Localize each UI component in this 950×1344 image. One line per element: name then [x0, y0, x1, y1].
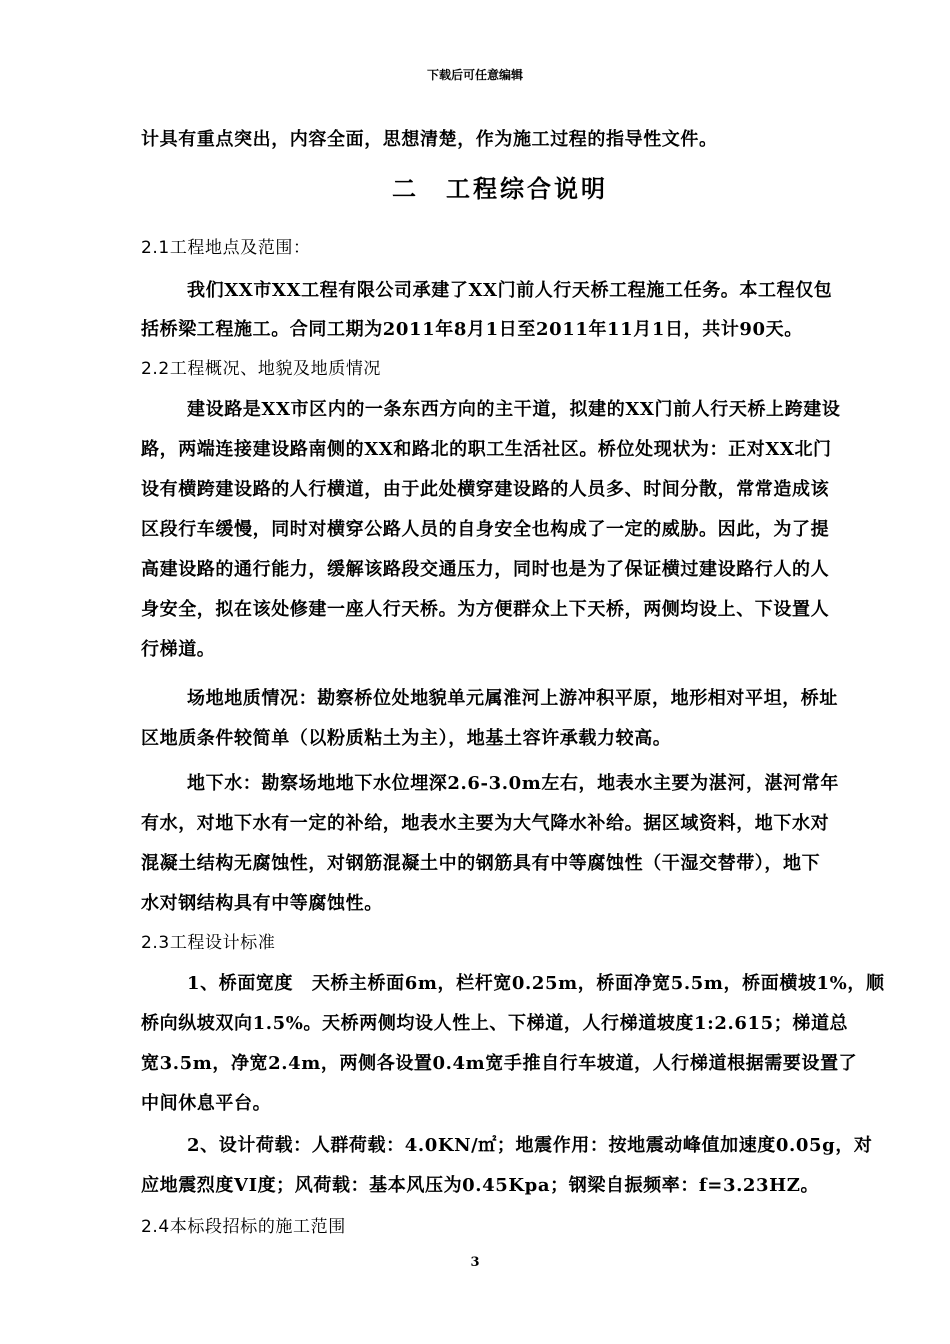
paragraph-line: 身安全，拟在该处修建一座人行天桥。为方便群众上下天桥，两侧均设上、下设置人 [141, 599, 830, 620]
paragraph-line: 我们XX市XX工程有限公司承建了XX门前人行天桥工程施工任务。本工程仅包 [187, 280, 833, 301]
page-header: 下载后可任意编辑 [426, 68, 523, 82]
paragraph-line: 桥向纵坡双向1.5%。天桥两侧均设人性上、下梯道，人行梯道坡度1:2.615；梯道总 [141, 1013, 849, 1034]
paragraph-line: 行梯道。 [141, 639, 216, 660]
paragraph-line: 计具有重点突出，内容全面，思想清楚，作为施工过程的指导性文件。 [141, 129, 718, 150]
paragraph-line: 区段行车缓慢，同时对横穿公路人员的自身安全也构成了一定的威胁。因此，为了提 [141, 519, 830, 540]
paragraph-line: 设有横跨建设路的人行横道，由于此处横穿建设路的人员多、时间分散，常常造成该 [141, 479, 830, 500]
paragraph-line: 中间休息平台。 [141, 1093, 272, 1114]
chapter-title: 二 工程综合说明 [392, 174, 608, 203]
paragraph-line: 混凝土结构无腐蚀性，对钢筋混凝土中的钢筋具有中等腐蚀性（干湿交替带），地下 [141, 853, 821, 874]
section-heading: 2.2工程概况、地貌及地质情况 [141, 359, 382, 379]
paragraph-line: 宽3.5m，净宽2.4m，两侧各设置0.4m宽手推自行车坡道，人行梯道根据需要设置了 [141, 1053, 858, 1074]
section-heading: 2.3工程设计标准 [141, 933, 276, 953]
paragraph-line: 地下水：勘察场地地下水位埋深2.6-3.0m左右，地表水主要为湛河，湛河常年 [187, 773, 839, 794]
paragraph-line: 区地质条件较简单（以粉质粘土为主），地基土容许承载力较高。 [141, 728, 672, 749]
page-number: 3 [470, 1255, 480, 1270]
paragraph-line: 场地地质情况：勘察桥位处地貌单元属淮河上游冲积平原，地形相对平坦，桥址 [187, 688, 838, 709]
paragraph-line: 应地震烈度VI度；风荷载：基本风压为0.45Kpa；钢梁自振频率：f=3.23HZ。 [141, 1175, 820, 1196]
section-heading: 2.1工程地点及范围： [141, 238, 311, 258]
paragraph-line: 括桥梁工程施工。合同工期为2011年8月1日至2011年11月1日，共计90天。 [141, 319, 803, 340]
paragraph-line: 1、桥面宽度 天桥主桥面6m，栏杆宽0.25m，桥面净宽5.5m，桥面横坡1%，顺 [187, 973, 885, 994]
paragraph-line: 2、设计荷载：人群荷载：4.0KN/㎡；地震作用：按地震动峰值加速度0.05g，对 [187, 1135, 873, 1156]
section-heading: 2.4本标段招标的施工范围 [141, 1217, 346, 1237]
paragraph-line: 建设路是XX市区内的一条东西方向的主干道，拟建的XX门前人行天桥上跨建设 [187, 399, 841, 420]
paragraph-line: 高建设路的通行能力，缓解该路段交通压力，同时也是为了保证横过建设路行人的人 [141, 559, 830, 580]
paragraph-line: 水对钢结构具有中等腐蚀性。 [141, 893, 383, 914]
paragraph-line: 路，两端连接建设路南侧的XX和路北的职工生活社区。桥位处现状为：正对XX北门 [141, 439, 832, 460]
paragraph-line: 有水，对地下水有一定的补给，地表水主要为大气降水补给。据区域资料，地下水对 [141, 813, 830, 834]
